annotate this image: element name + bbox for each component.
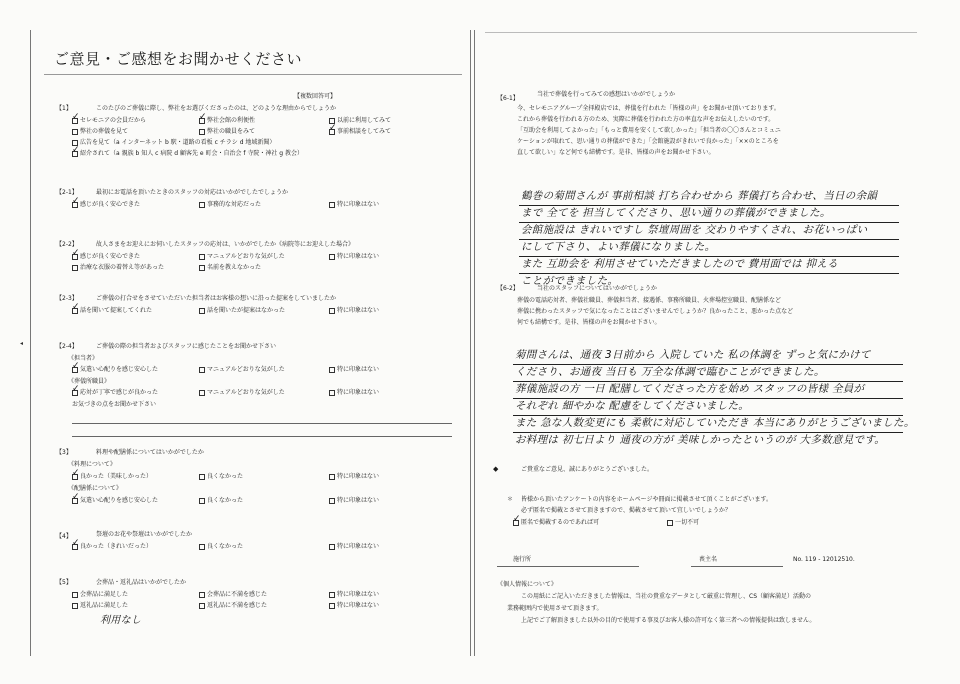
checkbox[interactable] bbox=[199, 390, 205, 396]
place-field[interactable] bbox=[497, 566, 639, 567]
checkbox[interactable] bbox=[329, 308, 335, 314]
publish-question-line: 皆様から頂いたアンケートの内容をホームページや冊面に掲載させて頂くことがございます。 bbox=[521, 496, 773, 503]
q1-option[interactable]: ✓ 事前相談をしてみて bbox=[329, 129, 391, 135]
q62-handwritten-line: くださり、お通夜 当日も 万全な体調で臨むことができました。 bbox=[515, 366, 825, 378]
q22-option[interactable]: ✓ 感じが良く安心できた bbox=[72, 254, 140, 260]
checkbox[interactable] bbox=[199, 254, 205, 260]
q62-handwritten-line: それぞれ 細やかな 配慮をしてくださいました。 bbox=[515, 400, 750, 412]
title-rule bbox=[44, 74, 462, 75]
q61-handwritten-line: にして下さり、よい葬儀になりました。 bbox=[521, 241, 716, 253]
q5-option[interactable]: 特に印象はない bbox=[329, 603, 379, 609]
q23-option[interactable]: 話を聞いたが提案はなかった bbox=[199, 308, 285, 314]
q4-number: 【4】 bbox=[56, 533, 72, 540]
answer-line bbox=[519, 239, 899, 240]
answer-line bbox=[513, 364, 903, 365]
checkbox-checked[interactable] bbox=[72, 118, 78, 124]
page-title: ご意見・ご感想をお聞かせください bbox=[54, 50, 303, 68]
checkbox-checked[interactable] bbox=[72, 498, 78, 504]
checkbox-checked[interactable] bbox=[72, 254, 78, 260]
q24-option[interactable]: マニュアルどおりな気がした bbox=[199, 390, 285, 396]
checkbox-checked[interactable] bbox=[513, 520, 519, 526]
q62-desc-line: 何でも結構です。是非、皆様の声をお聞かせ下さい。 bbox=[517, 319, 661, 326]
q1-option[interactable]: 広告を見て（a インターネット b 駅・道路の看板 c チラシ d 地域新聞） bbox=[72, 140, 275, 146]
checkbox[interactable] bbox=[199, 498, 205, 504]
diamond-icon: ◆ bbox=[493, 465, 499, 473]
q3-sub2: 《配膳係について》 bbox=[68, 485, 122, 492]
answer-line bbox=[513, 381, 903, 382]
publish-question-line: 必ず匿名で掲載とさせて頂きますので、掲載させて頂いて宜しいでしょうか？ bbox=[521, 507, 731, 514]
answer-line bbox=[519, 273, 899, 274]
center-fold-line-2 bbox=[474, 30, 475, 656]
answer-line bbox=[519, 205, 899, 206]
q5-handwritten-answer: 利用なし bbox=[100, 615, 142, 626]
checkbox[interactable] bbox=[329, 254, 335, 260]
checkbox-checked[interactable] bbox=[72, 202, 78, 208]
checkbox-checked[interactable] bbox=[329, 129, 335, 135]
q22-option[interactable]: 名前を教えなかった bbox=[199, 265, 261, 271]
checkbox[interactable] bbox=[199, 265, 205, 271]
q21-option[interactable]: 事務的な対応だった bbox=[199, 202, 261, 208]
answer-line bbox=[513, 398, 903, 399]
q3-option[interactable]: ✓ 気遣い心配りを感じ安心した bbox=[72, 498, 158, 504]
q4-option[interactable]: 特に印象はない bbox=[329, 544, 379, 550]
right-page bbox=[485, 38, 917, 648]
q3-option[interactable]: 特に印象はない bbox=[329, 498, 379, 504]
q62-handwritten-line: お料理は 初七日より 通夜の方が 美味しかったというのが 大多数意見です。 bbox=[515, 434, 886, 446]
left-page bbox=[44, 38, 462, 648]
q3-option[interactable]: 特に印象はない bbox=[329, 474, 379, 480]
q5-option[interactable]: 返礼品に満足した bbox=[72, 603, 128, 609]
q5-option[interactable]: 会葬品に不満を感じた bbox=[199, 592, 267, 598]
q3-number: 【3】 bbox=[56, 449, 72, 456]
q24-sub1: 《担当者》 bbox=[68, 355, 99, 362]
q24-question: ご葬儀の際の担当者およびスタッフに感じたことをお聞かせ下さい bbox=[96, 343, 277, 350]
comment-line[interactable] bbox=[72, 423, 452, 424]
q23-question: ご葬儀の打合せをさせていただいた担当者はお客様の想いに沿った提案をしていましたか bbox=[96, 295, 337, 302]
q61-desc-line: 「互助会を利用してよかった」「もっと費用を安くして欲しかった」「担当者の〇〇さんとコミュニ bbox=[517, 127, 781, 134]
q22-option[interactable]: 治療な衣服の着替え等があった bbox=[72, 265, 164, 271]
answer-line bbox=[513, 415, 903, 416]
q61-handwritten-line: 会館施設は きれいですし 祭壇周囲を 交わりやすくされ、お花いっぱい bbox=[521, 224, 868, 236]
publish-option[interactable]: 一切不可 bbox=[667, 520, 699, 526]
comment-line[interactable] bbox=[72, 436, 452, 437]
q61-number: 【6-1】 bbox=[497, 95, 519, 102]
answer-line bbox=[519, 222, 899, 223]
q3-sub1: 《料理について》 bbox=[68, 461, 116, 468]
checkbox[interactable] bbox=[199, 308, 205, 314]
checkbox-checked[interactable] bbox=[199, 118, 205, 124]
q61-handwritten-line: また 互助会を 利用させていただきましたので 費用面では 抑える bbox=[521, 258, 838, 270]
privacy-line: 業務範囲内で使用させて頂きます。 bbox=[507, 605, 603, 612]
checkbox[interactable] bbox=[329, 390, 335, 396]
q24-option[interactable]: ✓ 応対が丁寧で感じが良かった bbox=[72, 390, 158, 396]
q61-desc-line: 今、セレモニアグループ全拝殿店では、葬儀を行われた「皆様の声」をお聞かせ頂いております。 bbox=[517, 105, 780, 112]
q22-question: 故人さまをお迎えにお伺いしたスタッフの応対は、いかがでしたか《病院等にお迎えした場合》 bbox=[96, 241, 355, 248]
checkbox-checked[interactable] bbox=[72, 390, 78, 396]
checkbox[interactable] bbox=[667, 520, 673, 526]
q22-option[interactable]: マニュアルどおりな気がした bbox=[199, 254, 285, 260]
q24-option[interactable]: 特に印象はない bbox=[329, 390, 379, 396]
name-field[interactable] bbox=[691, 566, 783, 567]
left-margin-line bbox=[30, 30, 31, 656]
checkbox[interactable] bbox=[72, 265, 78, 271]
q5-option[interactable]: 返礼品に不満を感じた bbox=[199, 603, 267, 609]
q3-option[interactable]: 良くなかった bbox=[199, 498, 243, 504]
checkbox-checked[interactable] bbox=[72, 367, 78, 373]
place-label: 施行所 bbox=[513, 556, 532, 563]
q23-option[interactable]: ✓ 話を聞いて提案してくれた bbox=[72, 308, 152, 314]
q62-desc-line: 葬儀に携わったスタッフで気になったことはございませんでしょうか？良かったこと、悪かった点など bbox=[517, 308, 794, 315]
q1-number: 【1】 bbox=[56, 105, 72, 112]
q62-handwritten-line: 菊間さんは、通夜 3日前から 入院していた 私の体調を ずっと気にかけて bbox=[515, 349, 871, 361]
checkbox[interactable] bbox=[72, 603, 78, 609]
q1-option[interactable]: ✓ 紹介されて（a 親族 b 知人 c 病院 d 顧客先 e 町会・自治会 f 寺院・神社 g 教会） bbox=[72, 151, 303, 157]
privacy-line: この用紙にご記入いただきました情報は、当社の貴重なデータとして厳重に管理し、CS（顧客満足）活動の bbox=[521, 593, 812, 600]
q5-option[interactable]: 特に印象はない bbox=[329, 592, 379, 598]
checkbox[interactable] bbox=[329, 544, 335, 550]
checkbox[interactable] bbox=[199, 202, 205, 208]
q1-option[interactable]: 弊社の葬儀を見て bbox=[72, 129, 128, 135]
asterisk-icon: ＊ bbox=[507, 496, 514, 503]
multi-answer-note: 【複数回答可】 bbox=[294, 93, 337, 100]
q1-option[interactable]: ✓ 弊社会館の利便性 bbox=[199, 118, 255, 124]
q61-desc-line: これから葬儀を行われる方のため、実際に葬儀を行われた方の率直な声をお伝えしたいのです。 bbox=[517, 116, 775, 123]
punch-mark: ◂ bbox=[20, 340, 24, 347]
q24-option[interactable]: 特に印象はない bbox=[329, 367, 379, 373]
name-label: 喪主名 bbox=[699, 556, 718, 563]
answer-line bbox=[513, 432, 903, 433]
q23-option[interactable]: 特に印象はない bbox=[329, 308, 379, 314]
serial-number: No. 119 - 12012510. bbox=[793, 556, 855, 563]
q62-number: 【6-2】 bbox=[497, 285, 519, 292]
top-rule bbox=[485, 32, 917, 33]
q21-option[interactable]: 特に印象はない bbox=[329, 202, 379, 208]
checkbox[interactable] bbox=[199, 129, 205, 135]
q3-option[interactable]: 良くなかった bbox=[199, 474, 243, 480]
q1-question: このたびのご葬儀に際し、弊社をお選びくださったのは、どのような理由からでしょうか bbox=[96, 105, 336, 112]
answer-line bbox=[519, 256, 899, 257]
q61-handwritten-line: ことができました。 bbox=[521, 275, 619, 287]
q21-option[interactable]: ✓ 感じが良く安心できた bbox=[72, 202, 140, 208]
q3-option[interactable]: ✓ 良かった（美味しかった） bbox=[72, 474, 152, 480]
checkbox-checked[interactable] bbox=[72, 544, 78, 550]
checkbox[interactable] bbox=[72, 129, 78, 135]
q5-question: 会葬品・返礼品はいかがでしたか bbox=[96, 579, 187, 586]
q24-option[interactable]: マニュアルどおりな気がした bbox=[199, 367, 285, 373]
checkbox[interactable] bbox=[199, 603, 205, 609]
checkbox[interactable] bbox=[199, 544, 205, 550]
q22-option[interactable]: 特に印象はない bbox=[329, 254, 379, 260]
checkbox[interactable] bbox=[329, 202, 335, 208]
q61-desc-line: 直して欲しい」など何でも結構です。是非、皆様の声をお聞かせ下さい。 bbox=[517, 149, 715, 156]
q1-option[interactable]: ✓ セレモニアの会員だから bbox=[72, 118, 146, 124]
checkbox[interactable] bbox=[199, 592, 205, 598]
checkbox-checked[interactable] bbox=[72, 474, 78, 480]
checkbox[interactable] bbox=[329, 367, 335, 373]
q21-question: 最初にお電話を頂いたときのスタッフの対応はいかがでしたでしょうか bbox=[96, 189, 289, 196]
q1-option[interactable]: 弊社の職員をみて bbox=[199, 129, 255, 135]
q24-number: 【2-4】 bbox=[56, 343, 78, 350]
publish-option[interactable]: ✓ 匿名で掲載するのであれば可 bbox=[513, 520, 599, 526]
checkbox[interactable] bbox=[329, 592, 335, 598]
checkbox[interactable] bbox=[199, 367, 205, 373]
q62-handwritten-line: 葬儀施設の方 一日 配膳してくださった方を始め スタッフの皆様 全員が bbox=[515, 383, 865, 395]
q62-question: 当社のスタッフについてはいかがでしょうか bbox=[537, 285, 657, 292]
q5-number: 【5】 bbox=[56, 579, 72, 586]
checkbox[interactable] bbox=[72, 592, 78, 598]
q21-number: 【2-1】 bbox=[56, 189, 78, 196]
q24-option[interactable]: ✓ 気遣い心配りを感じ安心した bbox=[72, 367, 158, 373]
q4-option[interactable]: 良くなかった bbox=[199, 544, 243, 550]
q61-handwritten-line: 鶴巻の菊間さんが 事前相談 打ち合わせから 葬儀打ち合わせ、当日の余韻 bbox=[521, 190, 878, 202]
q61-handwritten-line: まで 全てを 担当してくださり、思い通りの葬儀ができました。 bbox=[521, 207, 831, 219]
q1-option[interactable]: 以前に利用してみて bbox=[329, 118, 391, 124]
q62-desc-line: 葬儀の電話応対者、葬儀社職員、葬儀担当者、接遇係、事務所職員、火葬場控室職員、配膳係など bbox=[517, 297, 782, 304]
checkbox[interactable] bbox=[329, 498, 335, 504]
q61-question: 当社で葬儀を行ってみての感想はいかがでしょうか bbox=[537, 91, 676, 98]
checkbox-checked[interactable] bbox=[72, 308, 78, 314]
q4-question: 祭壇のお花や祭壇はいかがでしたか bbox=[96, 531, 193, 538]
q24-sub2: 《葬儀所職員》 bbox=[68, 378, 111, 385]
q23-number: 【2-3】 bbox=[56, 295, 78, 302]
center-fold-line bbox=[470, 30, 471, 656]
q5-option[interactable]: 会葬品に満足した bbox=[72, 592, 128, 598]
privacy-line: 上記でご了解頂きました以外の目的で使用する事及びお客人様の許可なく第三者への情報提供は致しません。 bbox=[521, 617, 816, 624]
q61-desc-line: ケーションが取れて、思い通りの葬儀ができた」「会館施設がきれいで良かった」「××のところを bbox=[517, 138, 779, 145]
q62-handwritten-line: また 急な人数変更にも 柔軟に対応していただき 本当にありがとうございました。 bbox=[515, 417, 915, 429]
privacy-title: 《個人情報について》 bbox=[497, 581, 557, 588]
q24-note: お気づきの点をお聞かせ下さい bbox=[72, 401, 157, 408]
thanks-message: ご貴重なご意見、誠にありがとうございました。 bbox=[521, 466, 654, 473]
q3-question: 料理や配膳係についてはいかがでしたか bbox=[96, 449, 204, 456]
checkbox-checked[interactable] bbox=[72, 151, 78, 157]
q22-number: 【2-2】 bbox=[56, 241, 78, 248]
checkbox[interactable] bbox=[329, 474, 335, 480]
checkbox[interactable] bbox=[329, 603, 335, 609]
q4-option[interactable]: ✓ 良かった（きれいだった） bbox=[72, 544, 152, 550]
checkbox[interactable] bbox=[199, 474, 205, 480]
